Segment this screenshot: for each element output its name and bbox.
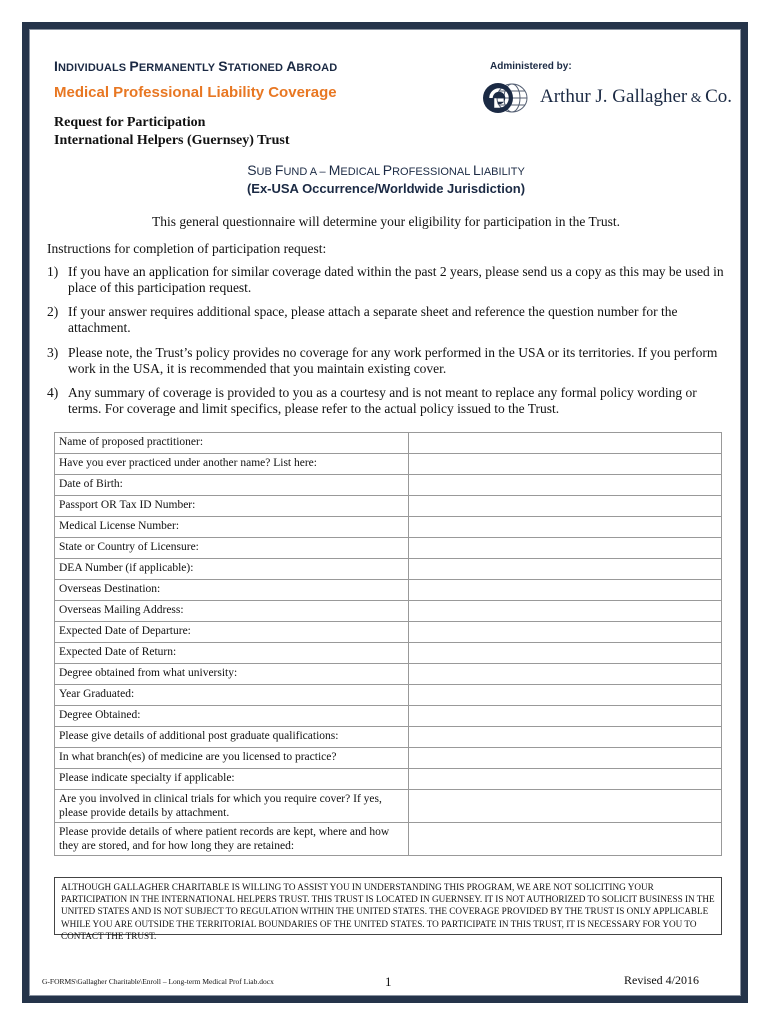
field-label: Medical License Number: (55, 517, 409, 538)
answer-field[interactable] (408, 769, 721, 790)
field-label: Expected Date of Return: (55, 643, 409, 664)
answer-field[interactable] (408, 622, 721, 643)
intro-text: This general questionnaire will determine your eligibility for participation in the Trust. (152, 214, 620, 229)
field-label: Are you involved in clinical trials for which you require cover? If yes, please provide details by attachment. (55, 790, 409, 823)
field-label: Degree Obtained: (55, 706, 409, 727)
answer-field[interactable] (408, 748, 721, 769)
answer-field[interactable] (408, 643, 721, 664)
table-row (55, 706, 722, 727)
field-label: Have you ever practiced under another name? List here: (55, 454, 409, 475)
instruction-item: 3) Please note, the Trust’s policy provides no coverage for any work performed in the USA or its territories. If you perform work in the USA, it is recommended that you maintain existing cover. (47, 345, 718, 376)
table-row (55, 538, 722, 559)
table-row (55, 475, 722, 496)
field-label: Passport OR Tax ID Number: (55, 496, 409, 517)
table-row (55, 685, 722, 706)
answer-field[interactable] (408, 496, 721, 517)
answer-field[interactable] (408, 664, 721, 685)
answer-field[interactable] (408, 433, 721, 454)
footer-file-path: G-FORMS\Gallagher Charitable\Enroll – Long-term Medical Prof Liab.docx (42, 977, 274, 986)
field-label: Overseas Mailing Address: (55, 601, 409, 622)
answer-field[interactable] (408, 517, 721, 538)
table-row (55, 664, 722, 685)
field-label: Name of proposed practitioner: (55, 433, 409, 454)
request-heading (54, 114, 290, 150)
field-label: Expected Date of Departure: (55, 622, 409, 643)
request-title: Request for Participation (54, 115, 206, 130)
answer-field[interactable] (408, 559, 721, 580)
field-label: Degree obtained from what university: (55, 664, 409, 685)
table-row (55, 823, 722, 856)
gallagher-logo-text: Arthur J. Gallagher & Co. (540, 86, 733, 107)
disclaimer-box: ALTHOUGH GALLAGHER CHARITABLE IS WILLING TO ASSIST YOU IN UNDERSTANDING THIS PROGRAM, WE ARE NOT SOLICITING YOUR PARTICIPATION IN THE INTERNATIONAL HELPERS TRUST. THIS TRUST IS LOCATED IN GUERNSEY. IT IS NOT AUTHORIZED TO SOLICIT BUSINESS IN THE UNITED STATES AND IS NOT SUBJECT TO REGULATION WITHIN THE UNITED STATES. THE COVERAGE PROVIDED BY THE TRUST IS ONLY APPLICABLE WHILE YOU ARE OUTSIDE THE TERRITORIAL BOUNDARIES OF THE UNITED STATES. TO PARTICIPATE IN THIS TRUST, IT IS NECESSARY FOR YOU TO CONTACT THE TRUST. (54, 877, 722, 935)
answer-field[interactable] (408, 454, 721, 475)
coverage-title: Medical Professional Liability Coverage (54, 84, 337, 101)
field-label: Year Graduated: (55, 685, 409, 706)
page (29, 29, 741, 996)
table-row (55, 748, 722, 769)
instruction-item: 1) If you have an application for similar coverage dated within the past 2 years, please send us a copy as this may be used in place of this participation request. (47, 264, 724, 295)
administered-by-label: Administered by: (490, 61, 572, 72)
trust-name: International Helpers (Guernsey) Trust (54, 133, 290, 148)
page-number: 1 (385, 974, 392, 989)
table-row (55, 433, 722, 454)
field-label: In what branch(es) of medicine are you licensed to practice? (55, 748, 409, 769)
answer-field[interactable] (408, 790, 721, 823)
subfund-subtitle: (Ex-USA Occurrence/Worldwide Jurisdiction) (246, 181, 526, 196)
table-row (55, 559, 722, 580)
program-title: INDIVIDUALS PERMANENTLY STATIONED ABROAD (54, 58, 338, 74)
field-label: DEA Number (if applicable): (55, 559, 409, 580)
table-row (55, 790, 722, 823)
field-label: State or Country of Licensure: (55, 538, 409, 559)
answer-field[interactable] (408, 685, 721, 706)
revision-date: Revised 4/2016 (624, 973, 699, 987)
answer-field[interactable] (408, 706, 721, 727)
table-row (55, 601, 722, 622)
table-row (55, 454, 722, 475)
field-label: Please provide details of where patient records are kept, where and how they are stored, and for how long they are retained: (55, 823, 409, 856)
table-row (55, 643, 722, 664)
answer-field[interactable] (408, 727, 721, 748)
table-row (55, 496, 722, 517)
table-row (55, 727, 722, 748)
answer-field[interactable] (408, 823, 721, 856)
participant-info-table (54, 432, 722, 856)
field-label: Please give details of additional post graduate qualifications: (55, 727, 409, 748)
field-label: Please indicate specialty if applicable: (55, 769, 409, 790)
table-row (55, 580, 722, 601)
gallagher-logo-icon (482, 82, 530, 114)
field-label: Date of Birth: (55, 475, 409, 496)
instruction-item: 4) Any summary of coverage is provided to you as a courtesy and is not meant to replace any formal policy wording or terms. For coverage and limit specifics, please refer to the actual policy issued to the Trust. (47, 385, 697, 416)
answer-field[interactable] (408, 538, 721, 559)
page-border (22, 22, 748, 1003)
table-row (55, 622, 722, 643)
answer-field[interactable] (408, 475, 721, 496)
instructions-heading: Instructions for completion of participation request: (47, 241, 327, 256)
answer-field[interactable] (408, 580, 721, 601)
table-row (55, 769, 722, 790)
answer-field[interactable] (408, 601, 721, 622)
field-label: Overseas Destination: (55, 580, 409, 601)
table-row (55, 517, 722, 538)
subfund-title: SUB FUND A – MEDICAL PROFESSIONAL LIABILITY (247, 162, 525, 178)
instruction-item: 2) If your answer requires additional space, please attach a separate sheet and reference the question number for the attachment. (47, 304, 678, 335)
